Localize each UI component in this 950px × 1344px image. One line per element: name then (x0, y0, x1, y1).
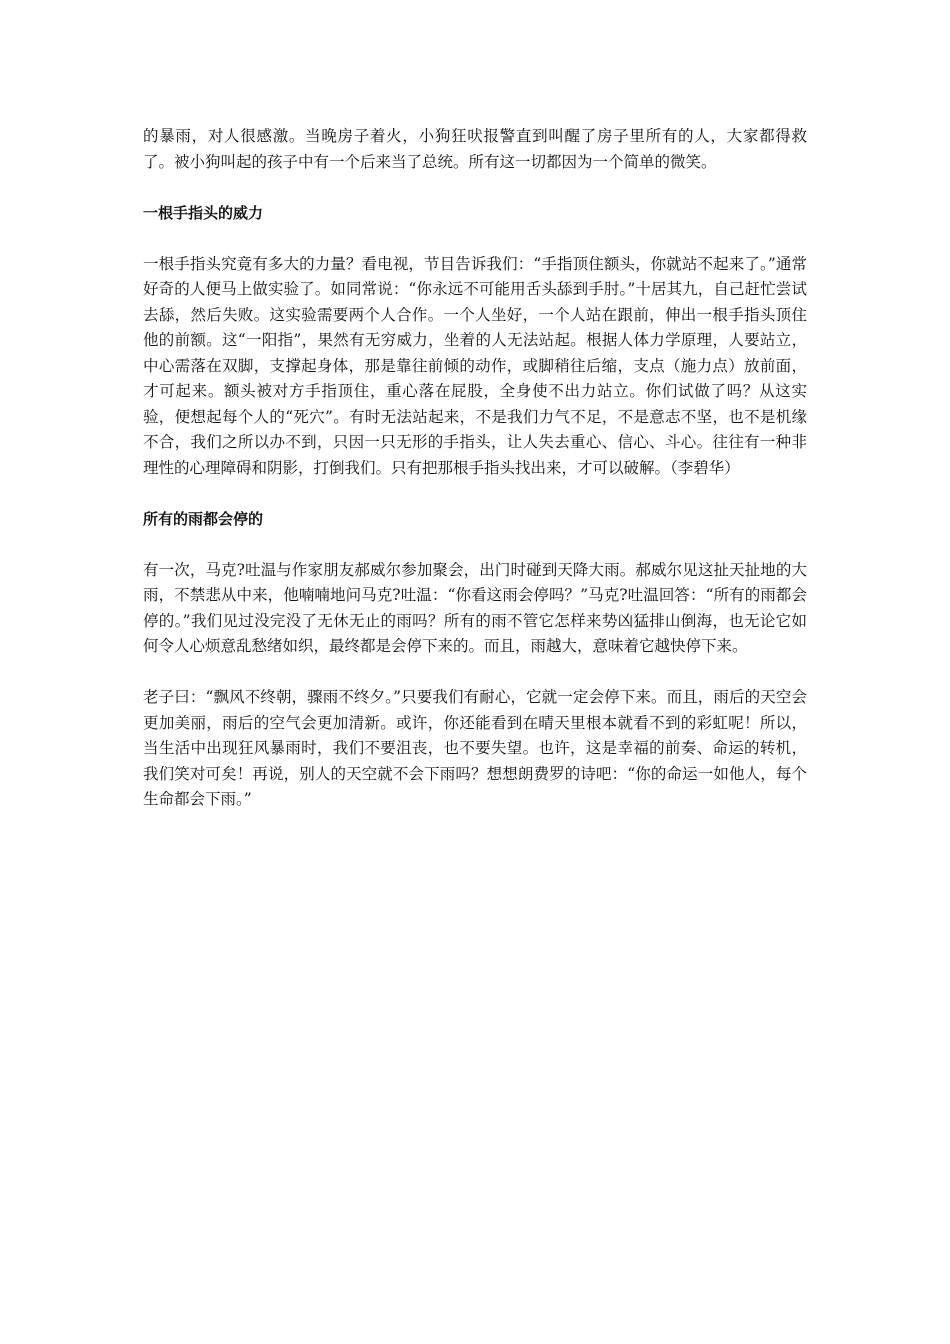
section-title-finger-power: 一根手指头的威力 (143, 203, 264, 222)
rain-stops-paragraph-2: 老子曰：“飘风不终朝，骤雨不终夕。”只要我们有耐心，它就一定会停下来。而且，雨后的天空会更加美丽，雨后的空气会更加清新。或许，你还能看到在晴天里根本就看不到的彩虹呢！所以，当生活中出现狂风暴雨时，我们不要沮丧，也不要失望。也许，这是幸福的前奏、命运的转机，我们笑对可矣！再说，别人的天空就不会下雨吗？想想朗费罗的诗吧：“你的命运一如他人，每个生命都会下雨。” (143, 688, 807, 808)
document-body (143, 124, 807, 838)
intro-paragraph: 的暴雨，对人很感激。当晚房子着火，小狗狂吠报警直到叫醒了房子里所有的人，大家都得救了。被小狗叫起的孩子中有一个后来当了总统。所有这一切都因为一个简单的微笑。 (143, 127, 807, 171)
finger-power-paragraph: 一根手指头究竟有多大的力量？看电视，节目告诉我们：“手指顶住额头，你就站不起来了。”通常好奇的人便马上做实验了。如同常说：“你永远不可能用舌头舔到手肘。”十居其九，自己赶忙尝试去舔，然后失败。这实验需要两个人合作。一个人坐好，一个人站在跟前，伸出一根手指头顶住他的前额。这“一阳指”，果然有无穷威力，坐着的人无法站起。根据人体力学原理，人要站立，中心需落在双脚，支撑起身体，那是靠往前倾的动作，或脚稍往后缩，支点（施力点）放前面，才可起来。额头被对方手指顶住，重心落在屁股，全身使不出力站立。你们试做了吗？从这实验，便想起每个人的“死穴”。有时无法站起来，不是我们力气不足，不是意志不坚，也不是机缘不合，我们之所以办不到，只因一只无形的手指头，让人失去重心、信心、斗心。往往有一种非理性的心理障碍和阴影，打倒我们。只有把那根手指头找出来，才可以破解。（李碧华） (143, 254, 807, 477)
section-title-rain-stops: 所有的雨都会停的 (143, 509, 264, 528)
rain-stops-paragraph-1: 有一次，马克?吐温与作家朋友郝威尔参加聚会，出门时碰到天降大雨。郝威尔见这扯天扯地的大雨，不禁悲从中来，他喃喃地问马克?吐温：“你看这雨会停吗？”马克?吐温回答：“所有的雨都会停的。”我们见过没完没了无休无止的雨吗？所有的雨不管它怎样来势凶猛排山倒海，也无论它如何令人心烦意乱愁绪如织，最终都是会停下来的。而且，雨越大，意味着它越快停下来。 (143, 560, 807, 655)
